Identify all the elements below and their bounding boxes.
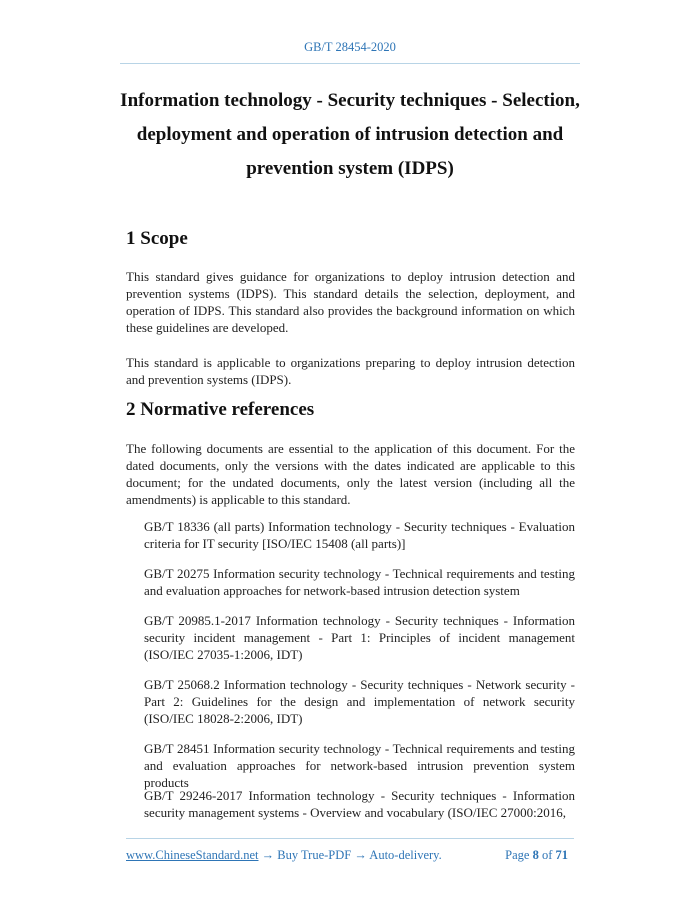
ref-item-wrap <box>126 740 575 791</box>
title-line-2: deployment and operation of intrusion detection and <box>136 124 564 145</box>
scope-paragraph-2: This standard is applicable to organizations preparing to deploy intrusion detection and prevention systems (IDPS). <box>126 355 575 387</box>
ref-item-wrap <box>126 676 575 727</box>
page-current: 8 <box>532 848 539 862</box>
refs-intro-wrap <box>126 440 575 508</box>
scope-paragraph-2-wrap <box>126 354 575 388</box>
title-line-3: prevention system (IDPS) <box>246 158 454 179</box>
reference-item: GB/T 28451 Information security technology - Technical requirements and testing and evaluation approaches for network-based intrusion prevention system products <box>144 741 575 790</box>
chinesestandard-link[interactable]: www.ChineseStandard.net <box>126 848 259 862</box>
reference-item: GB/T 20985.1-2017 Information technology - Security techniques - Information security incident management - Part 1: Principles of incident management (ISO/IEC 27035-1:2006, IDT) <box>144 613 575 662</box>
section-refs-heading-wrap <box>126 399 575 421</box>
section-scope-heading-wrap <box>126 228 575 250</box>
reference-item: GB/T 20275 Information security technology - Technical requirements and testing and evaluation approaches for network-based intrusion detection system <box>144 566 575 598</box>
reference-item: GB/T 29246-2017 Information technology - Security techniques - Information security management systems - Overview and vocabulary (ISO/IEC 27000:2016, <box>144 788 575 820</box>
scope-paragraph-1: This standard gives guidance for organizations to deploy intrusion detection and prevention systems (IDPS). This standard details the selection, deployment, and operation of IDPS. This standard also provides the background information on which these guidelines are developed. <box>126 269 575 335</box>
ref-item-wrap <box>126 565 575 599</box>
ref-item-wrap <box>126 787 575 821</box>
refs-intro-paragraph: The following documents are essential to the application of this document. For the dated documents, only the versions with the dates indicated are applicable to this document; for the undated documents, only the latest version (including all the amendments) is applicable to this standard. <box>126 441 575 507</box>
section-heading-normative-references: 2 Normative references <box>126 399 315 420</box>
header-divider <box>120 63 580 64</box>
page-of: of <box>541 848 553 862</box>
footer-tagline: → Buy True-PDF → Auto-delivery. <box>258 848 442 862</box>
reference-item: GB/T 25068.2 Information technology - Security techniques - Network security - Part 2: Guidelines for the design and implementation of network security (ISO/IEC 18028-2:2006, IDT) <box>144 677 575 726</box>
page-total: 71 <box>555 848 568 862</box>
page-label: Page <box>505 848 530 862</box>
document-footer <box>126 848 574 863</box>
scope-paragraph-1-wrap <box>126 268 575 336</box>
document-title <box>120 84 580 186</box>
footer-divider <box>126 838 574 839</box>
section-heading-scope: 1 Scope <box>126 228 188 249</box>
ref-item-wrap <box>126 518 575 552</box>
page-indicator <box>505 848 568 863</box>
document-header: GB/T 28454-2020 <box>304 40 396 54</box>
reference-item: GB/T 18336 (all parts) Information technology - Security techniques - Evaluation criteria for IT security [ISO/IEC 15408 (all parts)] <box>144 519 575 551</box>
ref-item-wrap <box>126 612 575 663</box>
title-line-1: Information technology - Security techniques - Selection, <box>120 90 580 111</box>
